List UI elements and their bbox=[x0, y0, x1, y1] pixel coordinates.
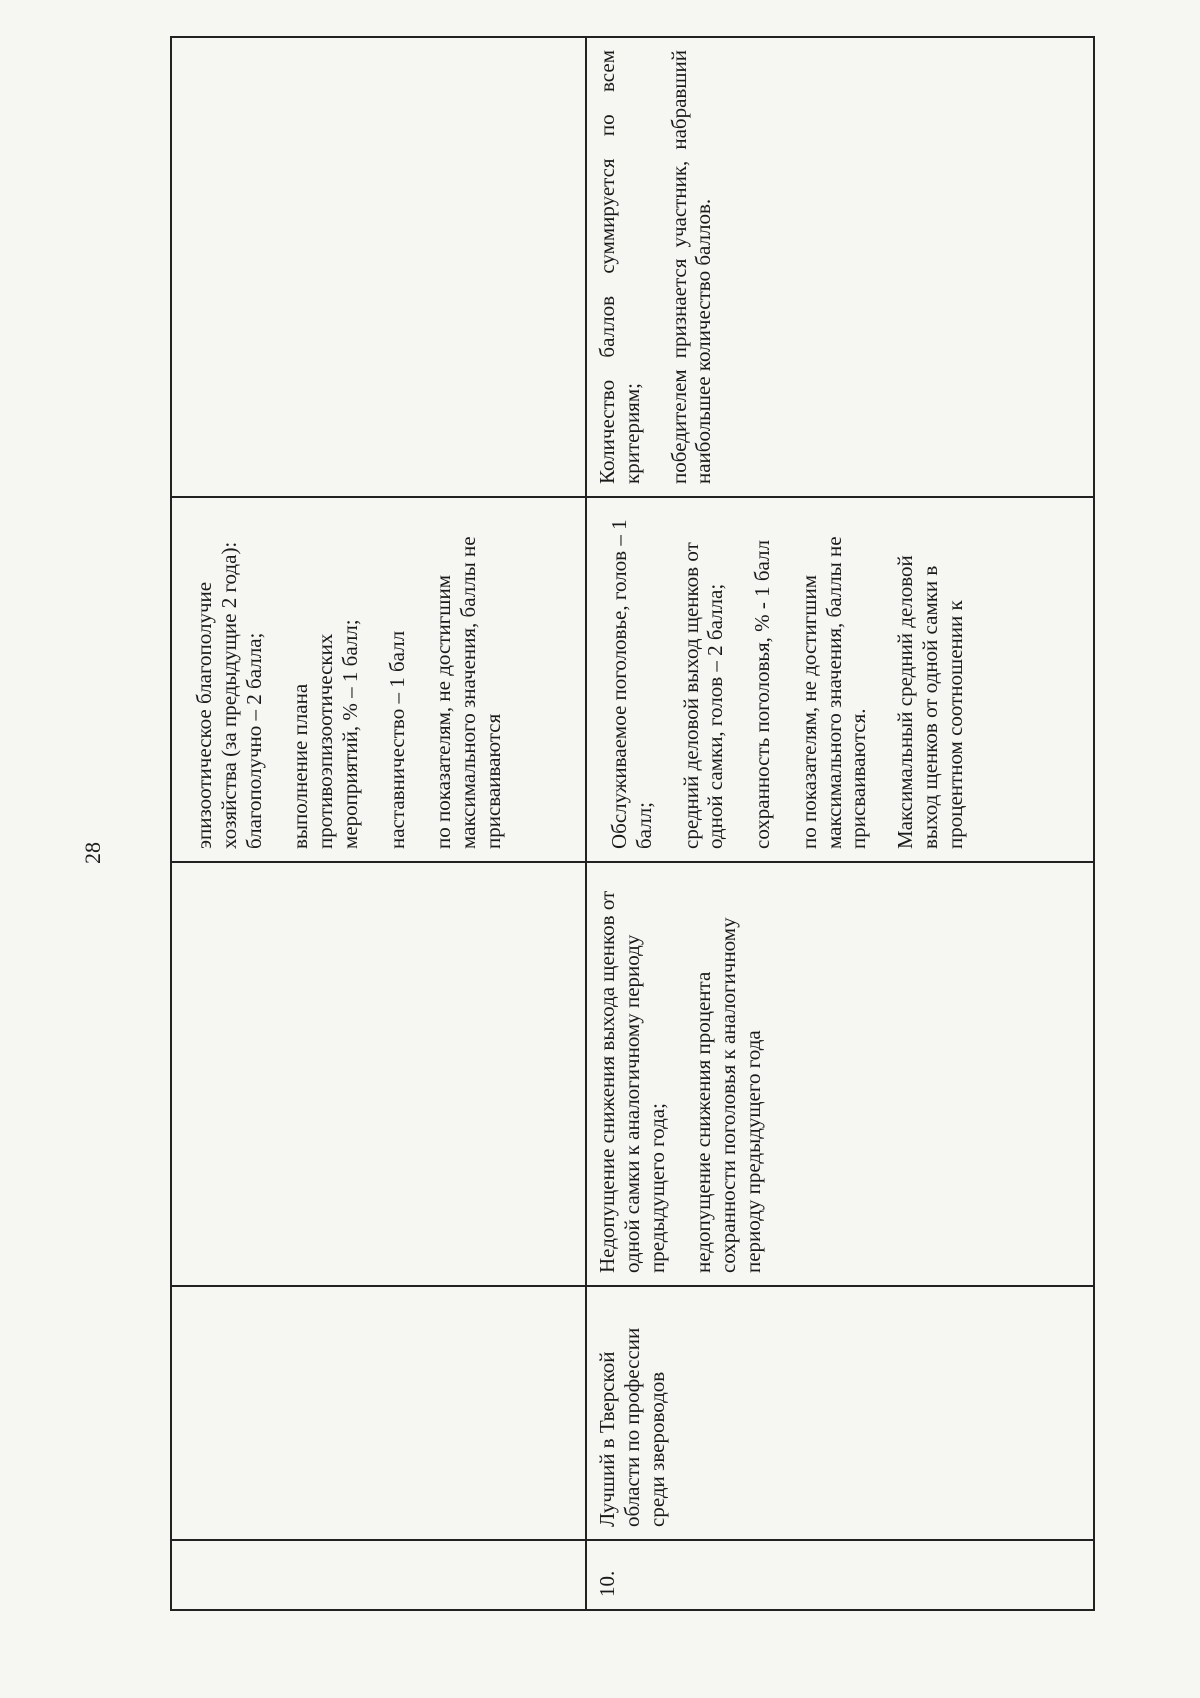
indicator-text: наставничество – 1 балл bbox=[384, 630, 409, 849]
cell-conditions-empty bbox=[171, 862, 586, 1286]
condition-text: недопущение снижения процента сохранности поголовья к аналогичному периоду предыдущего года bbox=[691, 917, 765, 1273]
table-row-continuation bbox=[171, 37, 586, 1610]
cell-summary-empty bbox=[171, 37, 586, 497]
summary-cell bbox=[586, 37, 1094, 497]
indicator-text: выполнение плана противоэпизоотических мероприятий, % – 1 балл; bbox=[288, 619, 362, 849]
indicator-text: по показателям, не достигшим максимального значения, баллы не присваиваются bbox=[431, 536, 505, 849]
indicator-text: по показателям, не достигшим максимального значения, баллы не присваиваются. bbox=[796, 536, 871, 849]
cell-number-empty bbox=[171, 1540, 586, 1610]
indicator-text: средний деловой выход щенков от одной самки, голов – 2 балла; bbox=[678, 542, 728, 849]
condition-text: Недопущение снижения выхода щенков от одной самки к аналогичному периоду предыдущего года; bbox=[595, 890, 669, 1273]
summary-text: Количество баллов суммируется по всем критериям; bbox=[595, 50, 644, 484]
conditions-cell bbox=[586, 862, 1094, 1286]
row-number: 10. bbox=[586, 1540, 1094, 1610]
indicator-text: сохранность поголовья, % - 1 балл bbox=[750, 539, 775, 849]
table-row-10 bbox=[586, 37, 1094, 1610]
cell-nomination-empty bbox=[171, 1286, 586, 1540]
page-number: 28 bbox=[80, 842, 105, 864]
rotated-page-content bbox=[170, 38, 1095, 1611]
criteria-table bbox=[170, 36, 1095, 1611]
indicators-cell bbox=[586, 497, 1094, 862]
nomination-cell: Лучший в Тверской области по профессии среди звероводов bbox=[586, 1286, 1094, 1540]
indicator-text: Максимальный средний деловой выход щенков от одной самки в процентном соотношении к bbox=[893, 555, 967, 849]
cell-indicators bbox=[171, 497, 586, 862]
summary-text: победителем признается участник, набравший наибольшее количество баллов. bbox=[666, 50, 716, 484]
indicator-text: эпизоотическое благополучие хозяйства (за предыдущие 2 года): благополучно – 2 балла; bbox=[192, 541, 266, 849]
indicator-text: Обслуживаемое поголовье, голов – 1 балл; bbox=[607, 519, 656, 849]
